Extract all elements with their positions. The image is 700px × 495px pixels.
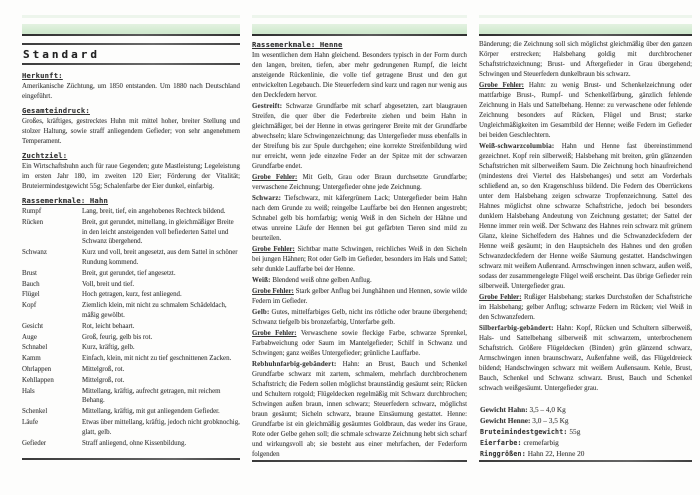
trait-row bbox=[22, 365, 240, 375]
paragraph-lead: Grobe Fehler: bbox=[479, 82, 524, 89]
trait-row bbox=[22, 354, 240, 364]
fact-row bbox=[480, 438, 692, 449]
trait-desc: Kurz, kräftig, gelb. bbox=[82, 344, 135, 352]
paragraph-text: Schwarze Grundfarbe mit scharf abgesetzten, zart blaugrauen Streifen, die quer über die Federbreite ziehen und beim Hahn in gleichmäßiger, bei der Henne in etwas geringerer Breite mit der Grundfarbe abwechseln; klare Schwingenzeichnung; das Untergefieder muss ebenfalls in der Streifung bis zur Spule durchgehen; eine korrekte Streifenbildung wird nur erreicht, wenn jede einzelne Feder an der Spitze mit der schwarzen Grundfarbe endet. bbox=[252, 103, 467, 170]
fact-value: 3,0 – 3,5 Kg bbox=[532, 415, 569, 425]
fact-value: 3,5 – 4,0 Kg bbox=[529, 405, 566, 414]
section-heading-gesamteindruck: Gesamteindruck: bbox=[22, 106, 90, 115]
paragraph-grobe-fehler bbox=[252, 287, 467, 307]
paragraph-text: Blendend weiß ohne gelben Anflug. bbox=[272, 277, 372, 284]
scan-smear bbox=[479, 15, 692, 18]
trait-term: Läufe bbox=[22, 418, 39, 426]
trait-row bbox=[22, 407, 240, 417]
green-header-bar bbox=[22, 24, 240, 34]
paragraph-lead: Gelb: bbox=[252, 309, 270, 316]
scan-smear bbox=[22, 15, 240, 18]
trait-desc: Einfach, klein, mit nicht zu tief geschnittenen Zacken. bbox=[82, 355, 232, 363]
trait-desc: Groß, feurig, gelb bis rot. bbox=[82, 333, 153, 341]
trait-desc: Mittellang, kräftig, mit gut anliegendem Gefieder. bbox=[82, 408, 220, 416]
section-heading-herkunft: Herkunft: bbox=[22, 71, 63, 80]
trait-row bbox=[22, 290, 240, 300]
trait-term: Gefieder bbox=[22, 439, 47, 447]
title-rule-bottom bbox=[22, 63, 240, 65]
section-text-zuchtziel: Ein Wirtschaftshuhn auch für raue Gegenden; gute Mastleistung; Legeleistung im ersten Jahr 180, im zweiten 120 Eier; Förderung der Vitalität; Bruteiermindestgewicht 55g; Schalenfarbe der Eier dunkel, einfarbig. bbox=[22, 163, 240, 190]
trait-desc: Mittelgroß, rot. bbox=[82, 376, 125, 384]
fact-label: Eierfarbe: bbox=[480, 438, 522, 447]
column-middle bbox=[252, 0, 467, 495]
paragraph-weiss bbox=[252, 276, 467, 286]
fact-label: Ringgrößen: bbox=[480, 449, 526, 458]
trait-row bbox=[22, 376, 240, 386]
green-header-bar bbox=[252, 24, 467, 34]
trait-desc: Voll, breit und tief. bbox=[82, 280, 135, 288]
trait-desc: Ziemlich klein, mit nicht zu schmalem Schädeldach, mäßig gewölbt. bbox=[82, 302, 227, 319]
paragraph-text: Hahn und Henne fast übereinstimmend gezeichnet. Kopf rein silberweiß; Halsbehang mit breiten, grün glänzenden Schaftstrichen mit silberweißem Saum. Die Zeichnung hoch hinaufreichend (mindestens drei Viertel des Halsbehanges) und setzt am Vorderhals schließend an, so den Kragenschluss bildend. Die Federn des Oberrückens unter dem Halsbehang zeigen schwarze Tropfenzeichnung. Sattel des Hahnes möglichst ohne schwarze Schaftstriche, jedoch bei besonders dunklem Halsbehang Andeutung von Zeichnung gestattet; der Sattel der Henne immer rein weiß. Der Schwanz des Hahnes rein schwarz mit grünem Glanz, kleine Sichelfedern des Hahnes und die Schwanzdeckfedern der Henne weiß gesäumt; in den Hauptsicheln des Hahnes und den großen Schwanzdeckfedern der Henne weiße Säumung gestattet. Handschwingen schwarz mit weißem Außenrand. Armschwingen innen schwarz, außen weiß, sodass der zusammengelegte Flügel weiß erscheint. Das übrige Gefieder rein silberweiß. Untergefieder grau. bbox=[479, 143, 692, 290]
paragraph-text: Gutes, mittelfarbiges Gelb, nicht ins rötliche oder braune übergehend; Schwanz tiefgelb bis bronzefarbig, Unterfarbe gelb. bbox=[252, 309, 467, 326]
paragraph-text: Verwaschene sowie fleckige Farbe, schwarze Sprenkel, Farbabweichung oder Saum im Mantelgefieder; Schilf in Schwanz und Schwingen; ganz weißes Untergefieder; grünliche Lauffarbe. bbox=[252, 330, 467, 357]
trait-table bbox=[22, 207, 240, 448]
header-underline bbox=[252, 34, 467, 36]
paragraph-lead: Grobe Fehler: bbox=[252, 246, 295, 253]
trait-desc: Etwas über mittellang, kräftig, jedoch nicht grobknochig, glatt, gelb. bbox=[82, 418, 240, 436]
paragraph-lead: Schwarz: bbox=[252, 195, 282, 202]
trait-desc: Lang, breit, tief, ein angehobenes Rechteck bildend. bbox=[82, 208, 226, 215]
paragraph-lead: Grobe Fehler: bbox=[252, 174, 298, 181]
paragraph-silberfarbig bbox=[479, 324, 692, 394]
bottom-rule bbox=[479, 460, 692, 462]
trait-term: Schnabel bbox=[22, 344, 48, 352]
section-heading-rassemerkmale-henne: Rassemerkmale: Henne bbox=[252, 40, 343, 49]
section-heading-zuchtziel: Zuchtziel: bbox=[22, 151, 68, 160]
trait-desc: Hoch getragen, kurz, fest anliegend. bbox=[82, 291, 182, 299]
section-text-herkunft: Amerikanische Züchtung, um 1850 entstanden. Um 1880 nach Deutschland eingeführt. bbox=[22, 83, 240, 100]
trait-row bbox=[22, 439, 240, 449]
trait-term: Brust bbox=[22, 269, 37, 277]
paragraph-text: Hahn: an Brust, Bauch und Schenkel Grundfarbe schwarz mit zartem, schmalem, mehrfach durchbrochenem Schaftstrich; die Federn sollen möglichst braunständig gesäumt sein; Rücken und Schultern rotgold; Flügeldecken regelmäßig mit Schwarz durchbrochen; Schwingen außen braun, innen schwarz; Steuerfedern schwarz, möglichst braun gesäumt; Sicheln schwarz, braune Einsäumung gestattet. Henne: Grundfarbe ist ein gleichmäßig gesäumtes Goldbraun, das weder ins Graue, Rote oder Gelbe gehen soll; die schmale schwarze Zeichnung hebt sich scharf und wirkungsvoll ab; sie besteht aus einer mehrfachen, der Federform folgenden bbox=[252, 361, 467, 458]
paragraph-text: Tiefschwarz, mit käfergrünem Lack; Untergefieder beim Hahn nach dem Grunde zu weiß; reingelbe Lauffarbe bei den Hennen angestrebt; Schnabel gelb bis hornfarbig; wenig Weiß in den Sicheln der Hähne und etwas unreine Läufe der Hennen bei gut gefärbten Tieren sind mild zu beurteilen. bbox=[252, 195, 467, 242]
trait-row bbox=[22, 280, 240, 290]
fact-value: Hahn 22, Henne 20 bbox=[527, 448, 585, 458]
paragraph-lead: Silberfarbig-gebändert: bbox=[479, 325, 554, 332]
paragraph-text: Mit Gelb, Grau oder Braun durchsetzte Grundfarbe; verwaschene Zeichnung; Untergefieder ohne jede Zeichnung. bbox=[252, 174, 467, 191]
header-underline bbox=[479, 34, 692, 36]
trait-term: Rumpf bbox=[22, 208, 42, 215]
trait-row bbox=[22, 322, 240, 332]
trait-row bbox=[22, 207, 240, 217]
paragraph-intro: Im wesentlichen dem Hahn gleichend. Besonders typisch in der Form durch den langen, breiten, tiefen, aber mehr gedrungenen Rumpf, die leicht ansteigende Rückenlinie, die volle tief getragene Brust und den gut entwickelten Legebauch. Die Steuerfedern sind kurz und ragen nur wenig aus den Deckfedern hervor. bbox=[252, 52, 467, 99]
paragraph-text: Rußiger Halsbehang; starkes Durchstoßen der Schaftstriche im Halsbehang; gelber Anflug; schwarze Federn im Rücken; viel Weiß in den Schwanzfedern. bbox=[479, 294, 692, 321]
fact-label: Gewicht Hahn: bbox=[480, 405, 528, 414]
trait-term: Kehllappen bbox=[22, 376, 54, 384]
fact-value: cremefarbig bbox=[523, 437, 559, 447]
fact-row bbox=[480, 449, 692, 460]
paragraph-gelb bbox=[252, 308, 467, 328]
trait-term: Bauch bbox=[22, 280, 40, 288]
trait-row bbox=[22, 333, 240, 343]
paragraph-grobe-fehler bbox=[479, 293, 692, 323]
trait-desc: Breit, gut gerundet, mittellang, in gleichmäßiger Breite in den leicht ansteigenden voll befiederten Sattel und Schwanz übergehend. bbox=[82, 218, 234, 246]
trait-desc: Mittellang, kräftig, aufrecht getragen, mit reichem Behang. bbox=[82, 387, 221, 405]
trait-row bbox=[22, 387, 240, 407]
paragraph-lead: Grobe Fehler: bbox=[252, 288, 294, 295]
trait-desc: Kurz und voll, breit angesetzt, aus dem Sattel in schöner Rundung kommend. bbox=[82, 249, 238, 266]
page-title: Standard bbox=[23, 48, 100, 61]
paragraph-text: Hahn: Kopf, Rücken und Schultern silberweiß, Hals- und Sattelbehang silberweiß mit schwarzem, unterbrochenem Schaftstrich. Größere Flügeldecken (Binden) grün glänzend schwarz, Armschwingen innen braunschwarz, Außenfahne weiß, das Flügeldreieck bildend; Handschwingen schwarz mit weißem Außensaum. Kehle, Brust, Bauch, Schenkel und Schwanz schwarz. Brust, Bauch und Schenkel schwach weißgesäumt. Untergefieder grau. bbox=[479, 325, 692, 392]
column-right bbox=[479, 0, 692, 495]
trait-desc: Straff anliegend, ohne Kissenbildung. bbox=[82, 439, 187, 447]
trait-row bbox=[22, 418, 240, 438]
fact-row bbox=[480, 416, 692, 427]
paragraph-text: Sichtbar matte Schwingen, reichliches Weiß in den Sicheln bei jungen Hähnen; Rot oder Gelb im Gefieder, besonders im Hals und Sattel; sehr dunkle Lauffarbe bei der Henne. bbox=[252, 246, 468, 273]
column-left bbox=[22, 0, 240, 495]
paragraph-lead: Grobe Fehler: bbox=[252, 330, 297, 337]
paragraph-gestreift bbox=[252, 102, 467, 172]
paragraph-grobe-fehler bbox=[479, 81, 692, 141]
trait-term: Auge bbox=[22, 333, 37, 341]
scan-smear bbox=[252, 15, 467, 18]
trait-row bbox=[22, 248, 240, 268]
trait-term: Flügel bbox=[22, 291, 40, 299]
trait-term: Hals bbox=[22, 387, 35, 395]
section-text-gesamteindruck: Großes, kräftiges, gestrecktes Huhn mit mittel hoher, breiter Stellung und stolzer Haltung, sowie straff anliegendem Gefieder; von sehr angenehmem Temperament. bbox=[22, 118, 240, 145]
paragraph-rebhuhnfarbig bbox=[252, 360, 467, 460]
trait-desc: Mittelgroß, rot. bbox=[82, 365, 125, 373]
paragraph-text: Hahn: zu wenig Brust- und Schenkelzeichnung oder mattfarbige Brust-, Rumpf- und Schenkelfärbung, gänzlich fehlende Zeichnung in Hals und Sattelbehang. Henne: zu verwaschene oder fehlende Zeichnung besonders auf Rücken, Flügel und Brust; starke Ungleichmäßigkeiten im Gesamtbild der Henne; weiße Federn im Gefieder bei beiden Geschlechtern. bbox=[479, 82, 692, 139]
fact-row bbox=[480, 427, 692, 438]
green-header-bar bbox=[479, 24, 692, 34]
fact-label: Bruteimindestgewicht: bbox=[480, 427, 568, 436]
header-underline bbox=[22, 34, 240, 36]
paragraph-grobe-fehler bbox=[252, 245, 467, 275]
trait-desc: Rot, leicht behaart. bbox=[82, 322, 135, 330]
paragraph-text: Stark gelber Anflug bei Junghähnen und Hennen, sowie wilde Federn im Gefieder. bbox=[252, 288, 468, 305]
trait-term: Schwanz bbox=[22, 249, 47, 257]
trait-term: Gesicht bbox=[22, 322, 44, 330]
paragraph-weiss-schwarzcolumbia bbox=[479, 142, 692, 292]
paragraph-lead: Weiß-schwarzcolumbia: bbox=[479, 143, 555, 150]
trait-row bbox=[22, 301, 240, 321]
bottom-rule bbox=[22, 458, 240, 460]
trait-row bbox=[22, 269, 240, 279]
trait-row bbox=[22, 218, 240, 247]
paragraph-grobe-fehler bbox=[252, 329, 467, 359]
trait-term: Kopf bbox=[22, 302, 37, 310]
paragraph-lead: Weiß: bbox=[252, 277, 271, 284]
trait-term: Kamm bbox=[22, 355, 41, 363]
trait-term: Ohrlappen bbox=[22, 365, 52, 373]
trait-desc: Breit, gut gerundet, tief angesetzt. bbox=[82, 269, 176, 277]
paragraph-continuation: Bänderung; die Zeichnung soll sich möglichst gleichmäßig über den ganzen Körper erstrecken; Halsbehang goldig mit durchbrochener Schaftstrichzeichnung; Brust- und Aftergefieder in Grau übergehend; Schwingen und Steuerfedern dunkelbraun bis schwarz. bbox=[479, 41, 692, 78]
trait-row bbox=[22, 343, 240, 353]
bottom-rule bbox=[252, 460, 467, 462]
section-heading-rassemerkmale-hahn: Rassemerkmale: Hahn bbox=[22, 196, 109, 205]
paragraph-lead: Grobe Fehler: bbox=[479, 294, 522, 301]
facts-block bbox=[480, 405, 692, 460]
paragraph-lead: Rebhuhnfarbig-gebändert: bbox=[252, 361, 337, 368]
title-rule-top bbox=[22, 43, 240, 45]
paragraph-schwarz bbox=[252, 194, 467, 244]
paragraph-lead: Gestreift: bbox=[252, 103, 283, 110]
trait-term: Rücken bbox=[22, 218, 44, 226]
fact-label: Gewicht Henne: bbox=[480, 415, 531, 425]
trait-term: Schenkel bbox=[22, 408, 48, 416]
fact-row bbox=[480, 405, 692, 416]
fact-value: 55g bbox=[569, 426, 581, 436]
paragraph-grobe-fehler bbox=[252, 173, 467, 193]
